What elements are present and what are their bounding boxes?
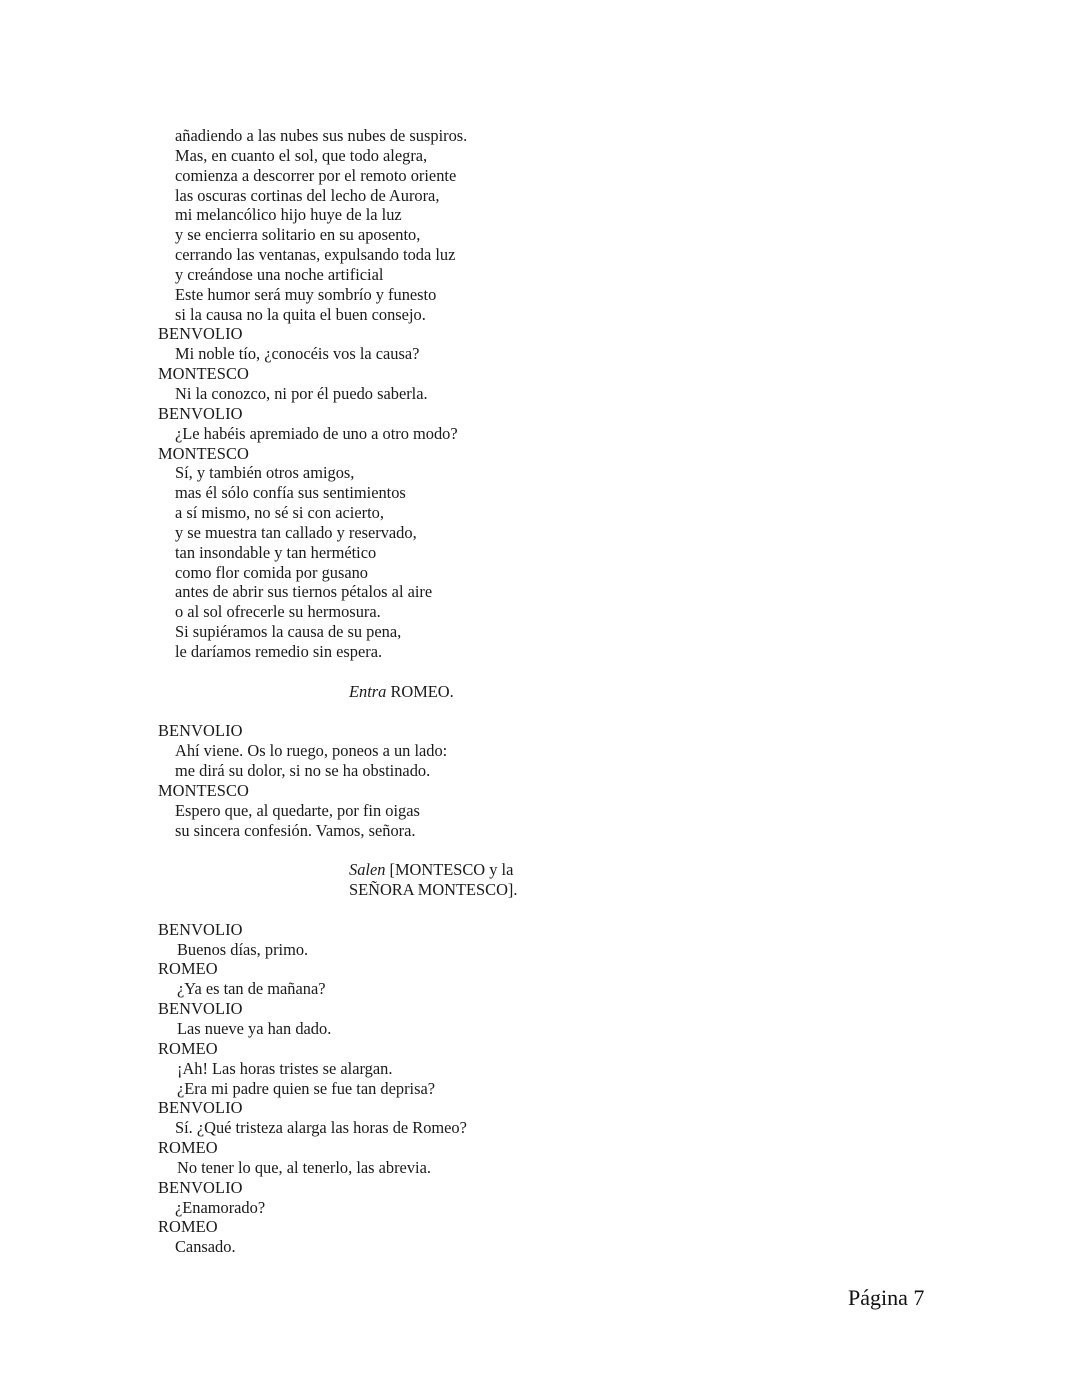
dialogue-line: y creándose una noche artificial: [175, 264, 384, 284]
stage-direction: [158, 682, 918, 702]
speaker-name: MONTESCO: [158, 364, 249, 384]
dialogue-line: ¿Era mi padre quien se fue tan deprisa?: [177, 1078, 436, 1098]
stage-direction-text: SEÑORA MONTESCO].: [349, 880, 518, 900]
dialogue-line: comienza a descorrer por el remoto oriente: [175, 165, 457, 185]
dialogue-line: antes de abrir sus tiernos pétalos al aire: [175, 582, 433, 602]
blank-line: [158, 662, 918, 682]
stage-direction-verb: Salen: [349, 860, 386, 880]
dialogue-line: Buenos días, primo.: [177, 939, 309, 959]
stage-direction-verb: Entra: [349, 681, 387, 701]
dialogue-line: cerrando las ventanas, expulsando toda luz: [175, 245, 456, 265]
dialogue-line: o al sol ofrecerle su hermosura.: [175, 602, 381, 622]
dialogue-line: No tener lo que, al tenerlo, las abrevia.: [177, 1157, 431, 1177]
speaker-name: BENVOLIO: [158, 403, 243, 423]
dialogue-line: Ni la conozco, ni por él puedo saberla.: [175, 383, 428, 403]
dialogue-line: Sí. ¿Qué tristeza alarga las horas de Romeo?: [175, 1118, 467, 1138]
speaker-name: BENVOLIO: [158, 721, 243, 741]
blank-line: [158, 840, 918, 860]
speaker-name: BENVOLIO: [158, 1098, 243, 1118]
dialogue-line: y se muestra tan callado y reservado,: [175, 522, 417, 542]
dialogue-line: como flor comida por gusano: [175, 562, 368, 582]
dialogue-line: ¿Enamorado?: [175, 1197, 266, 1217]
stage-direction-text: ROMEO.: [386, 681, 454, 701]
speaker-name: MONTESCO: [158, 780, 249, 800]
speaker-name: ROMEO: [158, 1038, 218, 1058]
dialogue-line: le daríamos remedio sin espera.: [175, 641, 383, 661]
dialogue-line: Mi noble tío, ¿conocéis vos la causa?: [175, 344, 420, 364]
dialogue-line: Este humor será muy sombrío y funesto: [175, 284, 437, 304]
dialogue-line: Sí, y también otros amigos,: [175, 463, 355, 483]
stage-direction: [158, 860, 918, 880]
dialogue-line: me dirá su dolor, si no se ha obstinado.: [175, 761, 431, 780]
play-script-text: [158, 126, 918, 1257]
dialogue-line: mas él sólo confía sus sentimientos: [175, 483, 406, 503]
dialogue-line: las oscuras cortinas del lecho de Aurora,: [175, 185, 440, 205]
dialogue-line: tan insondable y tan hermético: [175, 542, 377, 562]
speaker-name: BENVOLIO: [158, 999, 243, 1019]
speaker-name: BENVOLIO: [158, 1177, 243, 1197]
dialogue-line: ¿Ya es tan de mañana?: [177, 979, 326, 999]
dialogue-line: Cansado.: [175, 1237, 236, 1257]
blank-line: [158, 701, 918, 721]
blank-line: [158, 900, 918, 920]
speaker-name: MONTESCO: [158, 443, 249, 463]
dialogue-line: mi melancólico hijo huye de la luz: [175, 205, 402, 225]
dialogue-line: Si supiéramos la causa de su pena,: [175, 622, 402, 642]
stage-direction: [158, 880, 918, 900]
speaker-name: ROMEO: [158, 959, 218, 979]
speaker-name: ROMEO: [158, 1138, 218, 1158]
speaker-name: BENVOLIO: [158, 919, 243, 939]
dialogue-line: si la causa no la quita el buen consejo.: [175, 304, 426, 324]
dialogue-line: ¿Le habéis apremiado de uno a otro modo?: [175, 423, 458, 443]
dialogue-line: añadiendo a las nubes sus nubes de suspiros.: [175, 126, 468, 145]
speaker-name: ROMEO: [158, 1217, 218, 1237]
dialogue-line: Ahí viene. Os lo ruego, poneos a un lado:: [175, 741, 448, 761]
dialogue-line: y se encierra solitario en su aposento,: [175, 225, 421, 245]
stage-direction-text: [MONTESCO y la: [385, 860, 514, 880]
dialogue-line: a sí mismo, no sé si con acierto,: [175, 503, 384, 523]
dialogue-line: ¡Ah! Las horas tristes se alargan.: [177, 1058, 393, 1078]
dialogue-line: su sincera confesión. Vamos, señora.: [175, 820, 416, 840]
dialogue-line: Las nueve ya han dado.: [177, 1018, 332, 1038]
page-number: Página 7: [848, 1285, 925, 1310]
dialogue-line: Espero que, al quedarte, por fin oigas: [175, 800, 420, 820]
dialogue-line: Mas, en cuanto el sol, que todo alegra,: [175, 145, 428, 165]
speaker-name: BENVOLIO: [158, 324, 243, 344]
